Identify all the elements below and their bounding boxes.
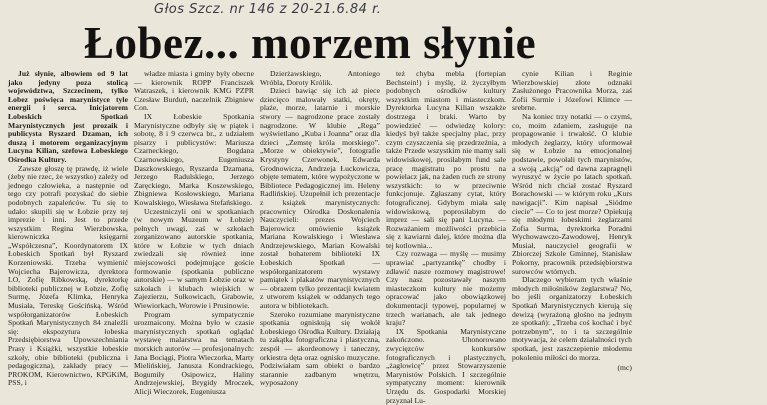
paragraph: Dlaczego wybieram tych właśnie młodych miłośników żeglarstwa? No, bo jeśli organizatorzy Łobeskich Spotkań Marynistycznych kierują się dewizą (wyrażoną głośno na jednym ze spotkań): „Trzeba coś kochać i być potrzebnym”, to i ta szczególnie motywacja, że celem działalności tych spotkań, jest zaszczepienie młodemu pokoleniu miłości do morza. — [512, 275, 632, 362]
article-body — [8, 69, 760, 405]
article-column-2 — [134, 69, 254, 396]
paragraph: Dzierżawskiego, Antoniego Wróbla, Doroty Królik. — [260, 69, 380, 87]
article-column-4 — [386, 69, 506, 405]
paragraph: Program sympatycznie urozmaicony. Można było w czasie marynistycznych spotkań oglądać wystawę malarstwa na tematach morskich autorów — profesjonalnych: Jana Bociągi, Piotra Wieczorka, Marty Mielińskiej, Janusza Kondrackiego, Bogumiły Osipowicz, Haliny Andrzejewskiej, Brygidy Mroczek, Alicji Wieczorek, Eugeniusza — [134, 309, 254, 396]
paragraph: Na koniec trzy notatki — o czymś, co, moim zdaniem, zasługuje na propagowanie i trwałość. O klubie młodych żeglarzy, który uformował się w Łobzie na emocjonalnej podstawie, powołali tych marynistów, a swoją „akcją” od dawna zapragnęli wyruszyć w życie po latach spotkań. Wśród nich chciał zostać Ryszard Borachowski — w którym roku „Kurs nawigacji”. Kim napisał „Siódme ciecie” — Co to jest morze? Opiekują się młodymi łobeskimi żeglarzami Zofia Surma, dyrektorka Poradni Wychowawczo-Zawodowej, Henryk Musiał, nauczyciel geografii w Zbiorczej Szkole Gminnej, Stanisław Pokorny, pracownik przedsiębiorstwa surowców wtórnych. — [512, 111, 632, 276]
paragraph: Czy rozwaga — myślę — musimy uprawiać „partyzantkę” chodby i zdławić nasze rozmowy magistrowe! Czy nasz pozostawały naszym miasteczkom kultury nie możemy opracować jako obowiązkowej dokumentacji typowej, popularnej w trzech warianach, ale tak jednego kraju? — [386, 249, 506, 328]
paragraph: Dzieci bawiąc się ich aż piece dziecięco malowały statki, okręty, plaże, morze, latarnie i morskie stwory — nagrodzone prace zostały nagrodzone. W klubie „Rega” wyświetlano „Kuba i Joanna” oraz dla dzieci „Zemstę króla morskiego”. „Morze w obiektywie”, fotografie Krystyny Czerwonek, Edwarda Grodnowicza, Andrzeja Łuckowicza, objęte tematem, które wypożyczone w Bibliotece Pedagogicznej im. Heleny Radlińskiej. Uzupełnił ich prezentacje z książek marynistycznych: pracownicy Ośrodka Doskonalenia Nauczycieli: prezes Wojciech Bajerowicz omówienie książek Mariana Kowalskiego i Wiesława Andrzejewskiego, Marian Kowalski został bohaterem biblioteki IX Łobeskich Spotkań — współorganizatorem wystawy pamiątek i plakatów marynistycznych — obrazem tylko prezentacji kwiatem z utworem książek w oddanych tego autora w bibliotekach. — [260, 86, 380, 311]
paragraph: Zawsze głoszę tę prawdę, iż wiele (żeby nie rzec, że wszystko) zależy od jednego człowieka, a następnie od tego czy potrafi pozyskać do siebie podobnych zapaleńców. Tu się to udało: skupili się w Łobzie przy tej imprezie i inni. Jest to przede wszystkim Regina Wierzbowska, kierowniczka księgarni „Współczesna”, Koordynatorem IX Łobeskich Spotkań był Ryszard Korzeniowski. Trzeba wymienić Wojciecha Bajerowicza, dyrektora LO, Zofię Ribkowską, dyrektorkę biblioteki publicznej w Łobzie, Zofię Surmę, Józefa Klimka, Henryka Musiała, Tereskę Gościńską. Wśród współorganizatorów Łobeskich Spotkań Marynistycznych 84 znaleźli się: ekspozytura łobeska Przedsiębiorstwa Upowszechniania Prasy i Książki, wszystkie łobeskie szkoły, obie biblioteki (publiczna i pedagogiczna), zakłady pracy — PROKOM, Kierownictwo, KPGKiM, PSS, i — [8, 163, 128, 388]
article-column-3 — [260, 70, 380, 392]
paragraph: władze miasta i gminy były obecne — kierownik ROPP Franciszek Watraszek, i kierownik KMG PZPR Czesław Burduń, naczelnik Zbigniew Con. — [134, 69, 254, 113]
paragraph: IX Spotkania Marynistyczne zakończono. Uhonorowano zwycięzców konkursów fotograficznych i plastycznych, „żaglowicę” przez Stowarzyszenie Marynistów Polskich. I szczególnie sympatyczny moment: kierownik Urzędu ds. Gospodarki Morskiej przyznał Lu- — [386, 326, 506, 405]
paragraph: Już słynie, albowiem od 9 lat jako jedyny poza stolicą województwa, Szczecinem, tylko Łobez poświęca marynistyce tyle energii i serca. Inicjatorem Łobeskich Spotkań Marynistycznych jest prozaik i publicysta Ryszard Dzaman, ich duszą i motorem organizacyjnym Lucyna Kilian, szefowa Łobeskiego Ośrodka Kultury. — [8, 69, 128, 164]
article-column-1 — [8, 70, 128, 392]
article-column-5 — [512, 70, 632, 392]
author-signature: (mc) — [617, 363, 632, 373]
paragraph: Szeroko rozumiane marynistyczne spotkania ogniskują się wokół Łobeskiego Ośrodka Kultury. Działają tu zakątka fotograficzna i plastyczna, zespół — akordeonowy i taneczny, orkiestra dęta oraz ognisko muzyczne. Podziwiałam sam obiekt o bardzo starannie zadbanym wnętrzu, wyposażony — [260, 309, 380, 388]
paragraph: też chyba mebla (fortepian Bechstein!) i myślę, iż życzyłbym podobnych ośrodków kultury wszystkim miastom i miasteczkom. Dyrektorka Lucyna Kilian wszakże dostrzega i braki. Warto by powiedzieć — odwiedzę kolory: kiedyś był także specjalny plac, przy czym czyszczenia się przedrzeźnia, a także Przede wszystkim nie mamy sali widowiskowej, prosiłabym fund sale pracę magistratu po prostu na powielacz jak, na żaden ruch ze strony wszystkich: to w przeciwnie funkcjonuje. Zgłaszany cytat, który fotograficznej. Gdybym miała salę widowiskową, poprosiłabym do imprez — sali się pani Lucyna. — Rozważaniem możliwości przebicia się z kawiarni dalej, które można dla tej kotlownia... — [386, 69, 506, 250]
paragraph: IX Łobeskie Spotkania Marynistyczne odbyły się w piątek i sobotę, 8 i 9 czerwca br., z udziałem pisarzy i publicystów: Mariusza Czarneckiego, Bogdana Czarnowskiego, Eugeniusza Daszkowskiego, Ryszarda Dzamana, Jerzego Radulskiego, Jerzego Zaręckiego, Marka Koszewskiego, Zbigniewa Kosłowskiego, Mariana Kowalskiego, Wiesława Stefańskiego. — [134, 111, 254, 207]
paragraph: Uczestniczyli oni w spotkaniach (w nowym Muzeum w Łobzie) pełnych uwagi, zaś w szkołach zorganizowano autorskie spotkania, które w Łobzie w tych dniach zwiedzali się również inne miejscowości podejmujące goście formowanie (spotkania publiczne autorskie) — w samym Łobzie oraz w szkołach i klubach wiejskich w Zajezierzu, Sułkowicach, Grabowie, Wiewiorkach, Worowie i Prusinowie. — [134, 206, 254, 311]
handwritten-source-note: Głos Szcz. nr 146 z 20-21.6.84 r. — [154, 2, 382, 17]
paragraph: cynie Kilian i Reginie Wierzbowskiej złote odznaki Zasłużonego Pracownika Morza, zaś Zofii Surmie i Józefowi Klimce — srebrne. — [512, 69, 632, 113]
article-headline: Łobez... morzem słynie — [84, 18, 537, 68]
